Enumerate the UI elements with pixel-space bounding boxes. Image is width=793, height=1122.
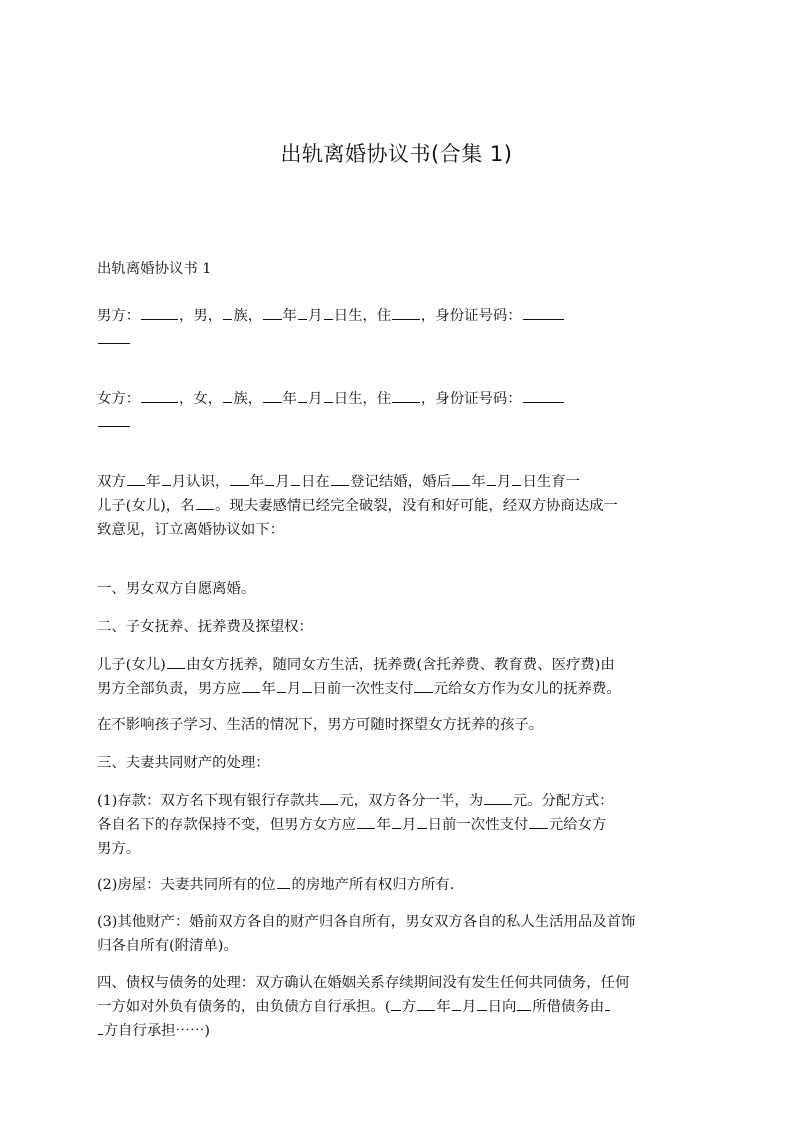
blank-field <box>392 814 401 829</box>
blank-field <box>517 996 531 1011</box>
paragraph-line: (3)其他财产：婚前双方各自的财产归各自所有，男女双方各自的私人生活用品及首饰 <box>97 914 636 930</box>
blank-field <box>392 388 420 403</box>
blank-field <box>331 471 349 486</box>
agreement-paragraph <box>97 789 697 861</box>
blank-field <box>127 471 145 486</box>
agreement-paragraph <box>97 873 697 897</box>
blank-field <box>605 996 610 1011</box>
blank-field <box>277 678 286 693</box>
blank-field <box>98 412 130 427</box>
paragraph-line: (1)存款：双方名下现有银行存款共 元，双方各分一半，为 元。分配方式： <box>97 789 697 813</box>
blank-field <box>512 471 521 486</box>
blank-field <box>277 874 291 889</box>
paragraph-line: 各自名下的存款保持不变，但男方女方应 年 月 日前一次性支付 元给女方 <box>97 813 697 837</box>
paragraph-line: (2)房屋：夫妻共同所有的位 的房地产所有权归方所有. <box>97 873 697 897</box>
paragraph-line: 一、男女双方自愿离婚。 <box>97 581 256 597</box>
blank-field <box>263 388 281 403</box>
blank-field <box>417 996 435 1011</box>
paragraph-line: 致意见，订立离婚协议如下： <box>97 522 285 538</box>
paragraph-line: 男方全部负责，男方应 年 月 日前一次性支付 元给女方作为女儿的抚养费。 <box>97 677 697 701</box>
blank-field <box>487 471 496 486</box>
paragraph-line: 儿子(女儿) 由女方抚养，随同女方生活，抚养费(含托养费、教育费、医疗费)由 <box>97 653 697 677</box>
agreement-paragraph <box>97 751 697 775</box>
blank-field <box>392 305 420 320</box>
paragraph-line: 归各自所有(附清单)。 <box>97 938 238 954</box>
agreement-paragraph <box>97 615 697 639</box>
blank-field <box>452 471 470 486</box>
paragraph-line: 一方如对外负有债务的，由负债方自行承担。( 方 年 月 日向 所借债务由 <box>97 995 697 1019</box>
blank-field <box>223 388 232 403</box>
blank-field <box>324 305 333 320</box>
agreement-paragraph <box>97 577 697 601</box>
blank-field <box>98 1020 103 1035</box>
paragraph-line: 男方。 <box>97 841 141 857</box>
blank-field <box>167 654 185 669</box>
blank-field <box>141 388 178 403</box>
paragraph-line: 方自行承担⋯⋯) <box>97 1019 697 1043</box>
paragraph-line: 儿子(女儿)，名 。现夫妻感情已经完全破裂，没有和好可能，经双方协商达成一 <box>97 494 697 518</box>
document-title: 出轨离婚协议书(合集 1) <box>280 142 513 166</box>
blank-field <box>223 305 232 320</box>
agreement-paragraph <box>97 470 697 542</box>
blank-field <box>263 305 281 320</box>
paragraph-line <box>97 328 697 352</box>
paragraph-line: 男方： ，男， 族， 年 月 日生，住 ，身份证号码： <box>97 304 697 328</box>
blank-field <box>452 996 461 1011</box>
blank-field <box>242 678 260 693</box>
paragraph-line: 在不影响孩子学习、生活的情况下，男方可随时探望女方抚养的孩子。 <box>97 717 544 733</box>
agreement-paragraph <box>97 971 697 1043</box>
blank-field <box>291 471 300 486</box>
paragraph-line: 二、子女抚养、抚养费及探望权： <box>97 619 313 635</box>
paragraph-line: 双方 年 月认识， 年 月 日在 登记结婚，婚后 年 月 日生育一 <box>97 470 697 494</box>
blank-field <box>484 790 512 805</box>
blank-field <box>320 790 338 805</box>
paragraph-line: 三、夫妻共同财产的处理： <box>97 755 270 771</box>
agreement-paragraph <box>97 653 697 701</box>
blank-field <box>417 814 426 829</box>
agreement-paragraph <box>97 910 697 958</box>
blank-field <box>391 996 400 1011</box>
document-body <box>97 257 697 1043</box>
blank-field <box>529 814 547 829</box>
blank-field <box>523 388 564 403</box>
blank-field <box>523 305 564 320</box>
blank-field <box>357 814 375 829</box>
blank-field <box>265 471 274 486</box>
agreement-sections <box>97 304 697 1043</box>
document-subtitle: 出轨离婚协议书 1 <box>97 261 212 277</box>
blank-field <box>414 678 432 693</box>
agreement-paragraph <box>97 304 697 352</box>
blank-field <box>324 388 333 403</box>
paragraph-line: 四、债权与债务的处理：双方确认在婚姻关系存续期间没有发生任何共同债务，任何 <box>97 975 630 991</box>
paragraph-line: 女方： ，女， 族， 年 月 日生，住 ，身份证号码： <box>97 387 697 411</box>
blank-field <box>98 329 130 344</box>
agreement-paragraph <box>97 387 697 435</box>
blank-field <box>196 495 214 510</box>
blank-field <box>230 471 248 486</box>
blank-field <box>302 678 311 693</box>
blank-field <box>477 996 486 1011</box>
blank-field <box>298 305 307 320</box>
blank-field <box>298 388 307 403</box>
blank-field <box>141 305 178 320</box>
blank-field <box>162 471 171 486</box>
paragraph-line <box>97 411 697 435</box>
agreement-paragraph <box>97 713 697 737</box>
